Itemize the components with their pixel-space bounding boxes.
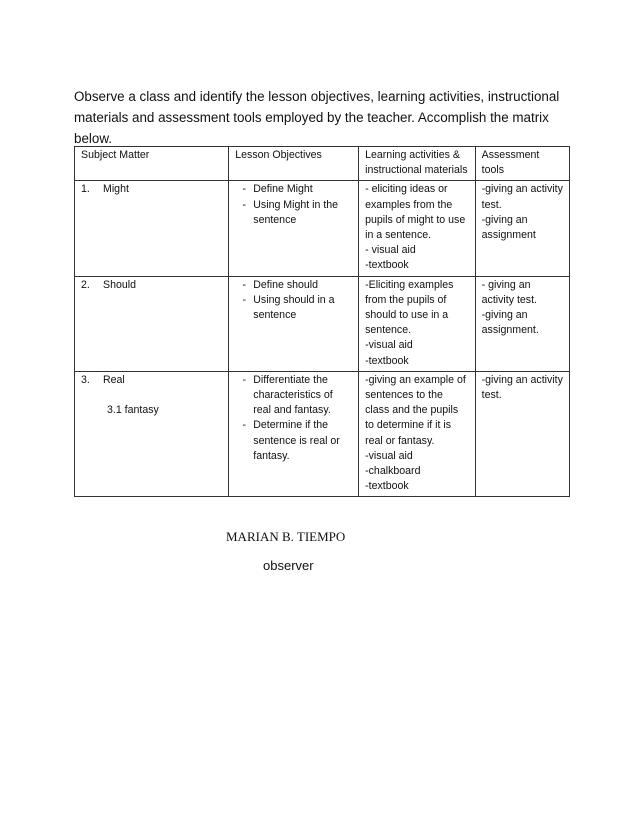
header-lesson-objectives: Lesson Objectives bbox=[229, 147, 359, 181]
assessment-line: -giving an assignment bbox=[481, 213, 536, 242]
activity-line: -textbook bbox=[365, 259, 409, 272]
subject-cell bbox=[75, 181, 229, 276]
activities-cell bbox=[359, 181, 476, 276]
instructions-paragraph: Observe a class and identify the lesson objectives, learning activities, instructional materials and assessment tools employed by the teacher. Accomplish the matrix below. bbox=[74, 89, 560, 147]
objectives-cell bbox=[229, 371, 359, 497]
subject-label: Real bbox=[103, 373, 125, 386]
assessment-cell bbox=[475, 371, 569, 497]
subject-label: Should bbox=[103, 278, 136, 291]
objective-item: - Determine if the sentence is real or fantasy. bbox=[242, 419, 340, 462]
activity-line: -visual aid bbox=[365, 449, 413, 462]
subject-number: 3. bbox=[81, 373, 90, 386]
subject-cell bbox=[75, 371, 229, 497]
activity-line: -visual aid bbox=[365, 339, 413, 352]
objectives-cell bbox=[229, 276, 359, 371]
activity-line: -textbook bbox=[365, 480, 409, 493]
header-subject-matter: Subject Matter bbox=[75, 147, 229, 181]
observer-role: observer bbox=[263, 558, 314, 573]
activity-line: -giving an example of sentences to the class and the pupils to determine if it is real or fantasy. bbox=[365, 373, 466, 447]
observer-name: MARIAN B. TIEMPO bbox=[226, 529, 346, 544]
observation-matrix bbox=[74, 146, 570, 497]
header-learning-activities: Learning activities & instructional materials bbox=[359, 147, 476, 181]
activities-cell bbox=[359, 276, 476, 371]
table-row bbox=[75, 276, 570, 371]
subject-number: 1. bbox=[81, 183, 90, 196]
objectives-cell bbox=[229, 181, 359, 276]
header-assessment-tools: Assessment tools bbox=[475, 147, 569, 181]
table-row bbox=[75, 371, 570, 497]
activity-line: -Eliciting examples from the pupils of should to use in a sentence. bbox=[365, 278, 454, 337]
sub-topic-label: 3.1 fantasy bbox=[107, 404, 159, 417]
objective-item: - Differentiate the characteristics of real and fantasy. bbox=[242, 373, 333, 417]
activities-cell bbox=[359, 371, 476, 497]
assessment-line: -giving an assignment. bbox=[481, 309, 539, 337]
activity-line: - eliciting ideas or examples from the pupils of might to use in a sentence. bbox=[365, 183, 466, 242]
activity-line: -chalkboard bbox=[365, 465, 421, 478]
objective-item: - Define Might bbox=[242, 183, 313, 196]
assessment-line: - giving an activity test. bbox=[481, 278, 537, 306]
objective-item: - Using Might in the sentence bbox=[242, 198, 339, 226]
subject-label: Might bbox=[103, 183, 129, 196]
subject-number: 2. bbox=[81, 278, 90, 291]
assessment-line: -giving an activity test. bbox=[481, 183, 563, 211]
table-header-row bbox=[75, 147, 570, 181]
objective-item: - Define should bbox=[242, 278, 319, 291]
activity-line: - visual aid bbox=[365, 244, 416, 257]
assessment-line: -giving an activity test. bbox=[481, 373, 563, 402]
subject-cell bbox=[75, 276, 229, 371]
assessment-cell bbox=[475, 181, 569, 276]
activity-line: -textbook bbox=[365, 354, 409, 367]
table-row bbox=[75, 181, 570, 276]
objective-item: - Using should in a sentence bbox=[242, 293, 335, 322]
assessment-cell bbox=[475, 276, 569, 371]
